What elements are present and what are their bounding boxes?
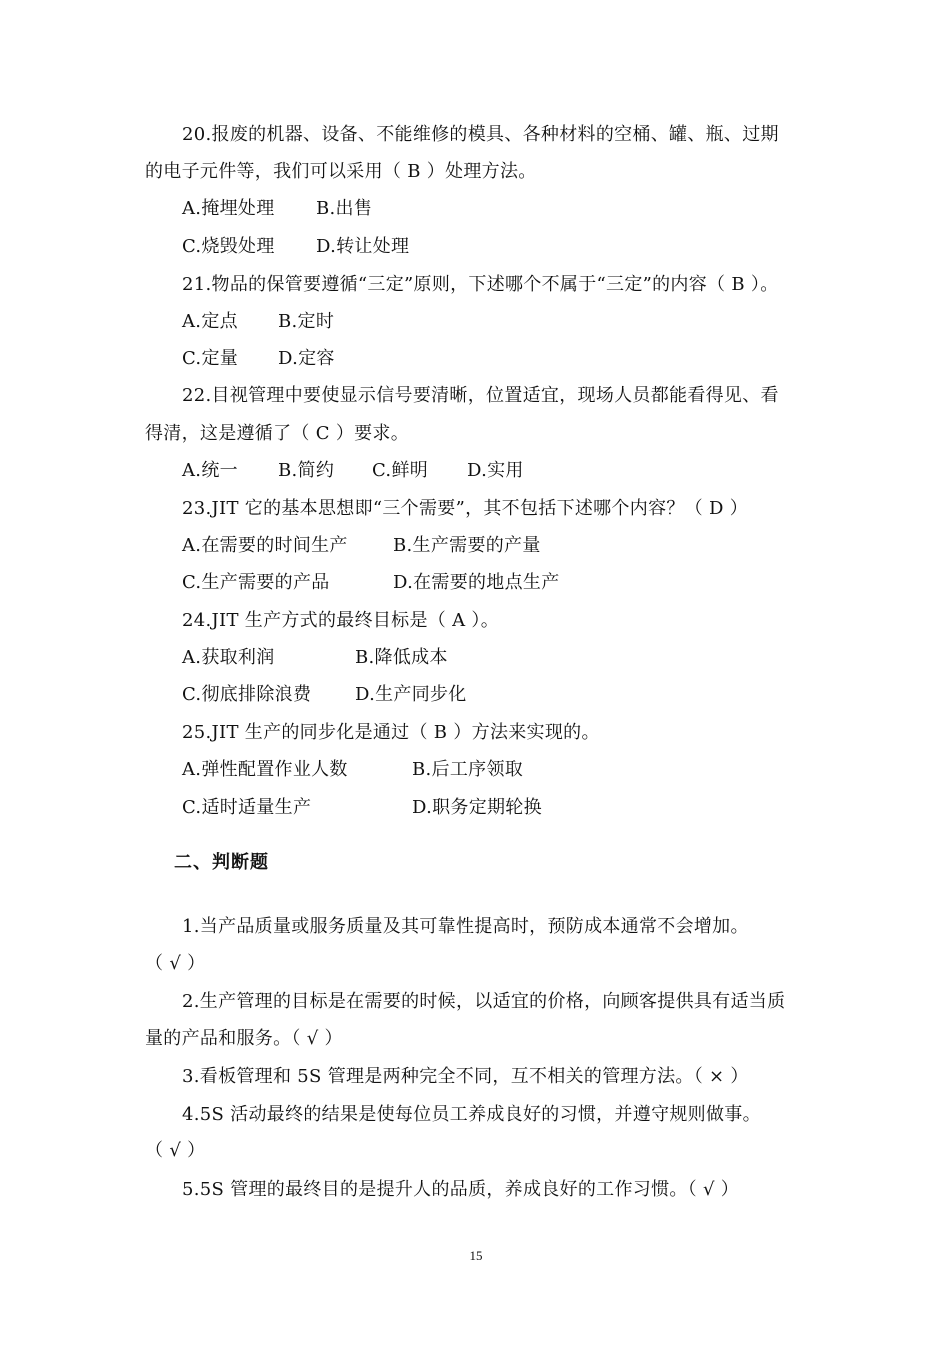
question-23-option-a: A.在需要的时间生产	[182, 535, 348, 556]
question-20-option-d: D.转让处理	[316, 236, 410, 257]
page-number: 15	[469, 1248, 483, 1263]
question-24-option-a: A.获取利润	[182, 647, 275, 668]
question-25-option-b: B.后工序领取	[412, 759, 524, 780]
judgment-5-line-1: 5.5S 管理的最终目的是提升人的品质，养成良好的工作习惯。（ √ ）	[182, 1179, 740, 1200]
question-22-line-2: 得清，这是遵循了（ C ）要求。	[145, 423, 410, 444]
question-20-line-2: 的电子元件等，我们可以采用（ B ）处理方法。	[145, 161, 537, 182]
question-25-line-1: 25.JIT 生产的同步化是通过（ B ）方法来实现的。	[182, 722, 600, 743]
question-22-option-d: D.实用	[467, 460, 524, 481]
question-25-option-c: C.适时适量生产	[182, 797, 312, 818]
question-25-option-d: D.职务定期轮换	[412, 797, 542, 818]
judgment-4-line-2: （ √ ）	[145, 1140, 206, 1161]
question-24-option-b: B.降低成本	[355, 647, 448, 668]
question-22-option-a: A.统一	[182, 460, 238, 481]
question-21-option-c: C.定量	[182, 348, 239, 369]
question-24-line-1: 24.JIT 生产方式的最终目标是（ A ）。	[182, 610, 500, 631]
question-22-option-b: B.简约	[278, 460, 335, 481]
question-23-option-c: C.生产需要的产品	[182, 572, 330, 593]
question-20-line-1: 20.报废的机器、设备、不能维修的模具、各种材料的空桶、罐、瓶、过期	[182, 124, 779, 145]
question-20-option-c: C.烧毁处理	[182, 236, 275, 257]
question-21-option-a: A.定点	[182, 311, 238, 332]
question-24-option-d: D.生产同步化	[355, 684, 467, 705]
question-20-option-b: B.出售	[316, 198, 373, 219]
judgment-2-line-1: 2.生产管理的目标是在需要的时候，以适宜的价格，向顾客提供具有适当质	[182, 991, 786, 1012]
question-22-line-1: 22.目视管理中要使显示信号要清晰，位置适宜，现场人员都能看得见、看	[182, 385, 779, 406]
judgment-1-line-1: 1.当产品质量或服务质量及其可靠性提高时，预防成本通常不会增加。	[182, 916, 749, 937]
question-21-line-1: 21.物品的保管要遵循“三定”原则，下述哪个不属于“三定”的内容（ B ）。	[182, 274, 779, 295]
judgment-4-line-1: 4.5S 活动最终的结果是使每位员工养成良好的习惯，并遵守规则做事。	[182, 1104, 761, 1125]
judgment-1-line-2: （ √ ）	[145, 953, 206, 974]
question-23-line-1: 23.JIT 它的基本思想即“三个需要”，其不包括下述哪个内容？（ D ）	[182, 498, 749, 519]
question-21-option-d: D.定容	[278, 348, 335, 369]
question-25-option-a: A.弹性配置作业人数	[182, 759, 348, 780]
judgment-3-line-1: 3.看板管理和 5S 管理是两种完全不同，互不相关的管理方法。（ × ）	[182, 1066, 749, 1087]
question-23-option-b: B.生产需要的产量	[393, 535, 541, 556]
question-20-option-a: A.掩埋处理	[182, 198, 275, 219]
question-24-option-c: C.彻底排除浪费	[182, 684, 312, 705]
judgment-2-line-2: 量的产品和服务。（ √ ）	[145, 1028, 343, 1049]
section-title: 二、判断题	[174, 852, 269, 873]
question-22-option-c: C.鲜明	[372, 460, 429, 481]
question-21-option-b: B.定时	[278, 311, 335, 332]
question-23-option-d: D.在需要的地点生产	[393, 572, 560, 593]
